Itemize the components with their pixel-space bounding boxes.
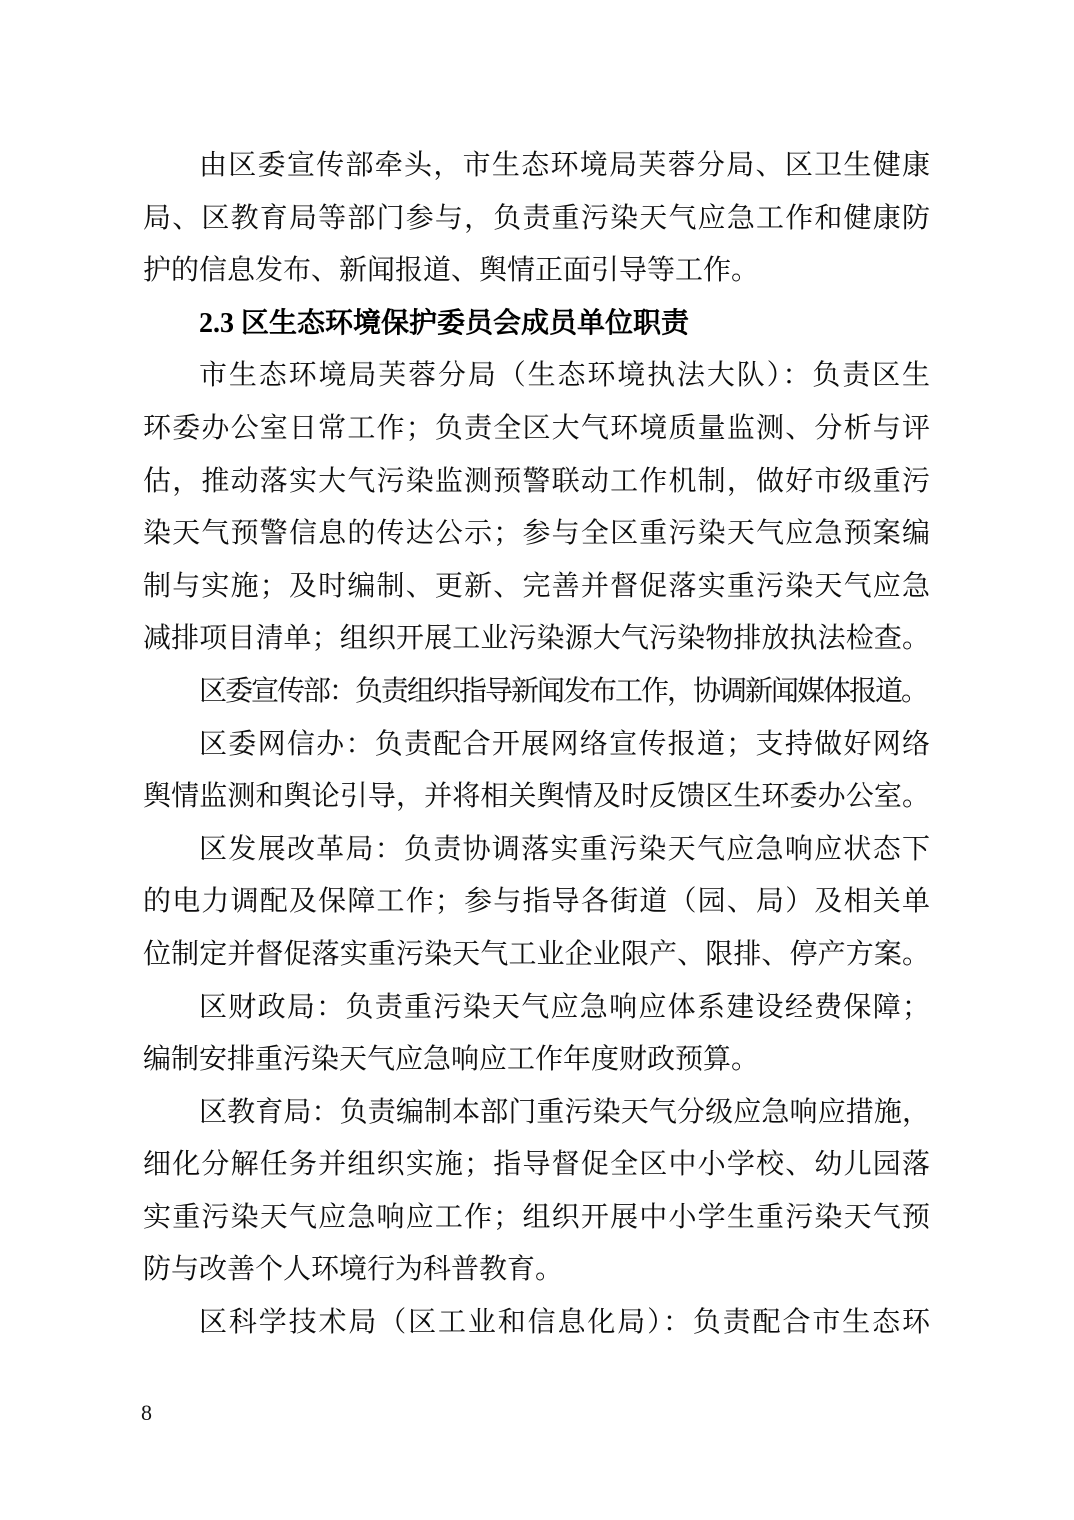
text-line: 实重污染天气应急响应工作；组织开展中小学生重污染天气预 xyxy=(143,1201,930,1233)
text-line: 制与实施；及时编制、更新、完善并督促落实重污染天气应急 xyxy=(143,570,930,602)
text-line: 的电力调配及保障工作；参与指导各街道（园、局）及相关单 xyxy=(143,886,930,918)
text-line: 由区委宣传部牵头，市生态环境局芙蓉分局、区卫生健康 xyxy=(199,150,930,181)
text-line: 区科学技术局（区工业和信息化局）：负责配合市生态环 xyxy=(199,1307,930,1339)
text-line: 区委网信办：负责配合开展网络宣传报道；支持做好网络 xyxy=(199,728,930,760)
text-line: 细化分解任务并组织实施；指导督促全区中小学校、幼儿园落 xyxy=(143,1149,930,1181)
text-line: 减排项目清单；组织开展工业污染源大气污染物排放执法检查。 xyxy=(143,623,930,655)
text-line: 护的信息发布、新闻报道、舆情正面引导等工作。 xyxy=(143,255,760,287)
text-line: 局、区教育局等部门参与，负责重污染天气应急工作和健康防 xyxy=(143,202,930,234)
document-text-block xyxy=(143,140,930,1350)
text-line: 染天气预警信息的传达公示；参与全区重污染天气应急预案编 xyxy=(143,518,930,550)
text-line: 环委办公室日常工作；负责全区大气环境质量监测、分析与评 xyxy=(143,412,930,444)
text-line: 市生态环境局芙蓉分局（生态环境执法大队）：负责区生 xyxy=(199,360,930,392)
text-line: 防与改善个人环境行为科普教育。 xyxy=(143,1254,564,1286)
text-line: 区发展改革局：负责协调落实重污染天气应急响应状态下 xyxy=(199,833,930,865)
text-line: 估，推动落实大气污染监测预警联动工作机制，做好市级重污 xyxy=(143,465,930,497)
section-heading: 2.3 区生态环境保护委员会成员单位职责 xyxy=(199,307,690,339)
text-line: 舆情监测和舆论引导，并将相关舆情及时反馈区生环委办公室。 xyxy=(143,781,930,813)
text-line: 编制安排重污染天气应急响应工作年度财政预算。 xyxy=(143,1044,760,1076)
text-line: 区委宣传部：负责组织指导新闻发布工作，协调新闻媒体报道。 xyxy=(199,675,928,707)
page-number: 8 xyxy=(141,1400,152,1425)
text-line: 区财政局：负责重污染天气应急响应体系建设经费保障； xyxy=(199,991,930,1023)
text-line: 区教育局：负责编制本部门重污染天气分级应急响应措施， xyxy=(199,1096,930,1128)
text-line: 位制定并督促落实重污染天气工业企业限产、限排、停产方案。 xyxy=(143,938,930,970)
